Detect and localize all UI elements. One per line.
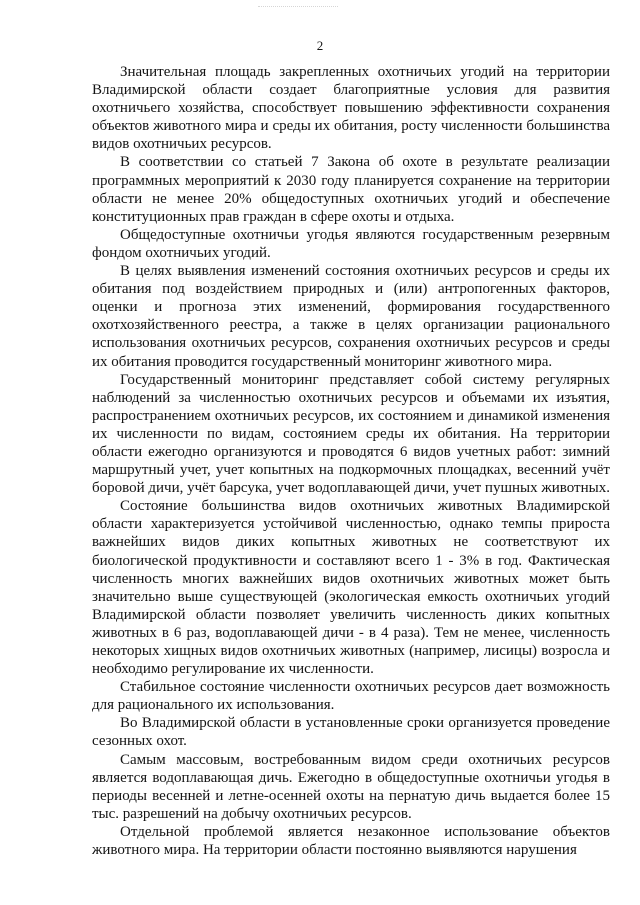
document-body [92, 63, 610, 859]
paragraph: Значительная площадь закрепленных охотничьих угодий на территории Владимирской области создает благоприятные условия для развития охотничьего хозяйства, способствует повышению эффективности сохранения объектов животного мира и среды их обитания, росту численности большинства видов охотничьих ресурсов. [92, 64, 610, 153]
paragraph: Состояние большинства видов охотничьих животных Владимирской области характеризуется устойчивой численностью, однако темпы прироста важнейших видов диких копытных животных не соответствуют их биологической продуктивности и составляют всего 1 - 3% в год. Фактическая численность многих важнейших видов охотничьих животных может быть значительно выше существующей (экологическая емкость охотничьих угодий Владимирской области позволяет увеличить численность диких копытных животных в 6 раз, водоплавающей дичи - в 4 раза). Тем не менее, численность некоторых хищных видов охотничьих животных (например, лисицы) возросла и необходимо регулирование их численности. [92, 498, 610, 678]
page-number: 2 [316, 38, 324, 53]
paragraph: В целях выявления изменений состояния охотничьих ресурсов и среды их обитания под воздействием природных и (или) антропогенных факторов, оценки и прогноза этих изменений, формирования государственного охотхозяйственного реестра, а также в целях организации рационального использования охотничьих ресурсов, сохранения охотничьих ресурсов и среды их обитания проводится государственный мониторинг животного мира. [92, 263, 610, 370]
paragraph: Стабильное состояние численности охотничьих ресурсов дает возможность для рационального их использования. [92, 679, 610, 714]
paragraph: Отдельной проблемой является незаконное использование объектов животного мира. На территории области постоянно выявляются нарушения [92, 823, 610, 859]
paragraph: В соответствии со статьей 7 Закона об охоте в результате реализации программных мероприятий к 2030 году планируется сохранение на территории области не менее 20% общедоступных охотничьих угодий и обеспечение конституционных прав граждан в сфере охоты и отдыха. [92, 154, 610, 225]
paragraph: Во Владимирской области в установленные сроки организуется проведение сезонных охот. [92, 715, 610, 750]
paragraph: Государственный мониторинг представляет собой систему регулярных наблюдений за численностью охотничьих ресурсов и объемами их изъятия, распространением охотничьих ресурсов, их состоянием и динамикой изменения их численности по видам, состоянием среды их обитания. На территории области ежегодно организуются и проводятся 6 видов учетных работ: зимний маршрутный учет, учет копытных на подкормочных площадках, весенний учёт боровой дичи, учёт барсука, учет водоплавающей дичи, учет пушных животных. [92, 371, 610, 497]
scan-artifact [258, 6, 338, 11]
paragraph: Общедоступные охотничьи угодья являются государственным резервным фондом охотничьих угодий. [92, 226, 610, 261]
paragraph: Самым массовым, востребованным видом среди охотничьих ресурсов является водоплавающая дичь. Ежегодно в общедоступные охотничьи угодья в периоды весенней и летне-осенней охоты на пернатую дичь выдается более 15 тыс. разрешений на добычу охотничьих ресурсов. [92, 751, 610, 822]
